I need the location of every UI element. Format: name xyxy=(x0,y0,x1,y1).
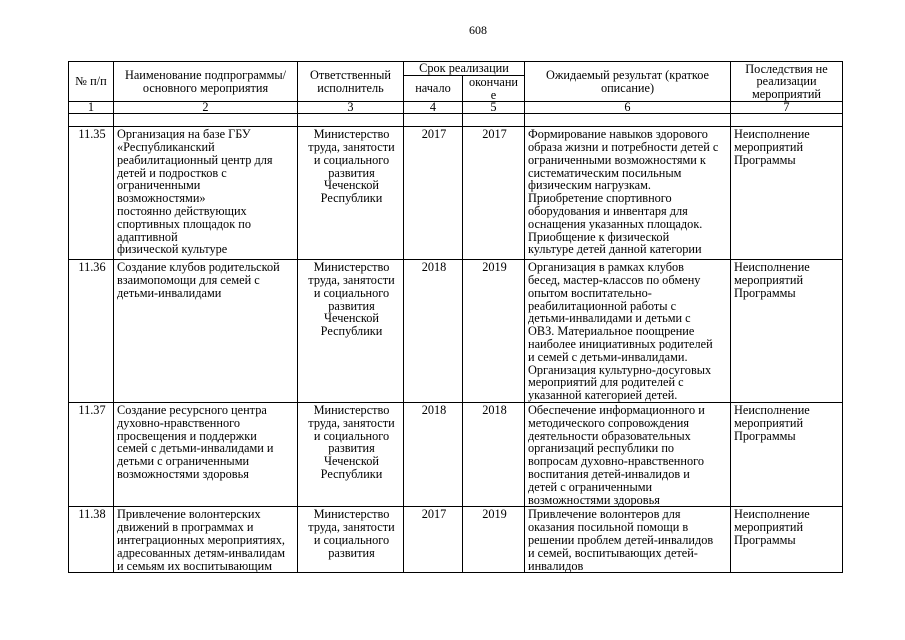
text-line: Министерство xyxy=(313,402,390,417)
end-year: 2019 xyxy=(463,507,525,573)
text-line: Приобретение спортивного xyxy=(528,191,672,206)
text-line: Ответственный xyxy=(310,68,391,82)
text-line: и семьям их воспитывающим xyxy=(117,558,272,573)
text-line: Программы xyxy=(734,532,796,547)
text-line: Неисполнение xyxy=(734,507,810,522)
text-line: Организация в рамках клубов xyxy=(528,260,684,275)
text-line: возможностями» xyxy=(117,191,206,206)
consequences xyxy=(731,260,843,403)
header-number: № п/п xyxy=(69,62,114,102)
expected-result xyxy=(525,402,731,506)
text-line: Организация культурно-досуговых xyxy=(528,362,712,377)
empty-row xyxy=(69,114,843,127)
end-year: 2018 xyxy=(463,402,525,506)
empty-cell xyxy=(525,114,731,127)
text-line: методического сопровождения xyxy=(528,415,690,430)
consequences xyxy=(731,127,843,260)
text-line: образа жизни и потребности детей с xyxy=(528,139,719,154)
empty-cell xyxy=(69,114,114,127)
text-line: и социального xyxy=(313,428,390,443)
text-line: мероприятий xyxy=(734,520,804,535)
text-line: мероприятий xyxy=(734,139,804,154)
text-line: оказания посильной помощи в xyxy=(528,520,689,535)
text-line: реабилитационный центр для xyxy=(117,152,273,167)
text-line: и социального xyxy=(313,152,390,167)
text-line: культуре детей данной категории xyxy=(528,242,702,257)
header-end xyxy=(463,76,525,102)
header-start: начало xyxy=(404,76,463,102)
text-line: развития xyxy=(328,298,375,313)
table-row xyxy=(69,402,843,506)
text-line: Министерство xyxy=(313,260,390,275)
text-line: Формирование навыков здорового xyxy=(528,127,708,142)
text-line: ОВЗ. Материальное поощрение xyxy=(528,324,695,339)
responsible-executor xyxy=(298,402,404,506)
text-line: Чеченской xyxy=(324,178,379,193)
text-line: Неисполнение xyxy=(734,127,810,142)
empty-cell xyxy=(114,114,298,127)
text-line: оснащения указанных площадок. xyxy=(528,216,703,231)
text-line: указанной категорией детей. xyxy=(528,388,678,403)
text-line: развития xyxy=(328,545,375,560)
text-line: опытом воспитательно- xyxy=(528,285,652,300)
responsible-executor xyxy=(298,127,404,260)
text-line: Создание ресурсного центра xyxy=(117,402,267,417)
text-line: труда, занятости xyxy=(308,139,395,154)
header-result xyxy=(525,62,731,102)
text-line: Программы xyxy=(734,285,796,300)
text-line: Республики xyxy=(320,324,383,339)
activity-name xyxy=(114,260,298,403)
text-line: труда, занятости xyxy=(308,272,395,287)
text-line: Последствия не xyxy=(745,61,828,76)
row-number: 11.38 xyxy=(69,507,114,573)
page-number: 608 xyxy=(469,23,487,37)
activity-name xyxy=(114,507,298,573)
text-line: и семей с детьми-инвалидами. xyxy=(528,349,688,364)
text-line: Чеченской xyxy=(324,454,379,469)
text-line: и семей, воспитывающих детей- xyxy=(528,545,698,560)
text-line: Министерство xyxy=(313,127,390,142)
text-line: реализации xyxy=(756,74,817,89)
start-year: 2017 xyxy=(404,127,463,260)
text-line: мероприятий xyxy=(734,272,804,287)
text-line: спортивных площадок по xyxy=(117,216,251,231)
responsible-executor xyxy=(298,260,404,403)
text-line: окончани xyxy=(468,75,519,89)
text-line: деятельности образовательных xyxy=(528,428,691,443)
text-line: движений в программах и xyxy=(117,520,254,535)
text-line: вопросам духовно-нравственного xyxy=(528,454,704,469)
expected-result xyxy=(525,507,731,573)
text-line: постоянно действующих xyxy=(117,203,247,218)
text-line: возможностями здоровья xyxy=(117,466,249,481)
table-row xyxy=(69,127,843,260)
text-line: мероприятий для родителей с xyxy=(528,375,684,390)
text-line: описание) xyxy=(600,80,655,95)
text-line: развития xyxy=(328,441,375,456)
empty-cell xyxy=(298,114,404,127)
text-line: организаций республики по xyxy=(528,441,675,456)
header-consequences xyxy=(731,62,843,102)
text-line: развития xyxy=(328,165,375,180)
text-line: наиболее инициативных родителей xyxy=(528,336,713,351)
start-year: 2018 xyxy=(404,402,463,506)
row-number: 11.35 xyxy=(69,127,114,260)
column-number: 4 xyxy=(404,102,463,114)
program-table xyxy=(68,61,843,573)
text-line: «Республиканский xyxy=(117,139,215,154)
end-year: 2017 xyxy=(463,127,525,260)
column-number: 1 xyxy=(69,102,114,114)
text-line: физической культуре xyxy=(117,242,228,257)
text-line: физическим нагрузкам. xyxy=(528,178,651,193)
text-line: Наименование подпрограммы/ xyxy=(124,68,287,82)
text-line: детьми-инвалидами xyxy=(117,285,222,300)
text-line: реабилитационной работы с xyxy=(528,298,677,313)
text-line: ограниченными возможностями к xyxy=(528,152,706,167)
column-number: 3 xyxy=(298,102,404,114)
empty-cell xyxy=(463,114,525,127)
table-row xyxy=(69,260,843,403)
text-line: Организация на базе ГБУ xyxy=(117,127,251,142)
text-line: интеграционных мероприятиях, xyxy=(117,532,285,547)
start-year: 2017 xyxy=(404,507,463,573)
text-line: систематическим посильным xyxy=(528,165,682,180)
text-line: Привлечение волонтеров для xyxy=(528,507,681,522)
text-line: Республики xyxy=(320,466,383,481)
header-row xyxy=(69,62,843,76)
text-line: мероприятий xyxy=(751,86,822,101)
text-line: детьми-инвалидами и детьми с xyxy=(528,311,691,326)
header-period: Срок реализации xyxy=(404,62,525,76)
text-line: Программы xyxy=(734,428,796,443)
text-line: и социального xyxy=(313,532,390,547)
text-line: Обеспечение информационного и xyxy=(528,402,705,417)
text-line: Создание клубов родительской xyxy=(117,260,280,275)
text-line: адресованных детям-инвалидам xyxy=(117,545,286,560)
text-line: Приобщение к физической xyxy=(528,229,670,244)
text-line: духовно-нравственного xyxy=(117,415,241,430)
empty-cell xyxy=(731,114,843,127)
text-line: Неисполнение xyxy=(734,402,810,417)
text-line: семей с детьми-инвалидами и xyxy=(117,441,274,456)
row-number: 11.37 xyxy=(69,402,114,506)
consequences xyxy=(731,507,843,573)
text-line: Программы xyxy=(734,152,796,167)
table-row xyxy=(69,507,843,573)
expected-result xyxy=(525,260,731,403)
text-line: Республики xyxy=(320,191,383,206)
column-numbers-row xyxy=(69,102,843,114)
text-line: Министерство xyxy=(313,507,390,522)
text-line: труда, занятости xyxy=(308,520,395,535)
text-line: инвалидов xyxy=(528,558,584,573)
text-line: Ожидаемый результат (краткое xyxy=(545,68,710,82)
text-line: Чеченской xyxy=(324,311,379,326)
text-line: детей и подростков с xyxy=(117,165,227,180)
text-line: решении проблем детей-инвалидов xyxy=(528,532,714,547)
header-name xyxy=(114,62,298,102)
column-number: 6 xyxy=(525,102,731,114)
row-number: 11.36 xyxy=(69,260,114,403)
text-line: воспитания детей-инвалидов и xyxy=(528,466,690,481)
activity-name xyxy=(114,127,298,260)
text-line: мероприятий xyxy=(734,415,804,430)
consequences xyxy=(731,402,843,506)
text-line: Привлечение волонтерских xyxy=(117,507,261,522)
text-line: адаптивной xyxy=(117,229,178,244)
text-line: ограниченными xyxy=(117,178,201,193)
text-line: Неисполнение xyxy=(734,260,810,275)
text-line: бесед, мастер-классов по обмену xyxy=(528,272,701,287)
end-year: 2019 xyxy=(463,260,525,403)
text-line: и социального xyxy=(313,285,390,300)
text-line: детьми с ограниченными xyxy=(117,454,250,469)
text-line: труда, занятости xyxy=(308,415,395,430)
empty-cell xyxy=(404,114,463,127)
column-number: 5 xyxy=(463,102,525,114)
text-line: е xyxy=(490,87,497,102)
text-line: основного мероприятия xyxy=(142,80,269,95)
text-line: взаимопомощи для семей с xyxy=(117,272,260,287)
text-line: исполнитель xyxy=(317,80,384,95)
activity-name xyxy=(114,402,298,506)
text-line: возможностями здоровья xyxy=(528,492,660,507)
text-line: просвещения и поддержки xyxy=(117,428,257,443)
column-number: 2 xyxy=(114,102,298,114)
start-year: 2018 xyxy=(404,260,463,403)
responsible-executor xyxy=(298,507,404,573)
expected-result xyxy=(525,127,731,260)
text-line: оборудования и инвентаря для xyxy=(528,203,688,218)
column-number: 7 xyxy=(731,102,843,114)
text-line: детей с ограниченными xyxy=(528,479,653,494)
header-responsible xyxy=(298,62,404,102)
